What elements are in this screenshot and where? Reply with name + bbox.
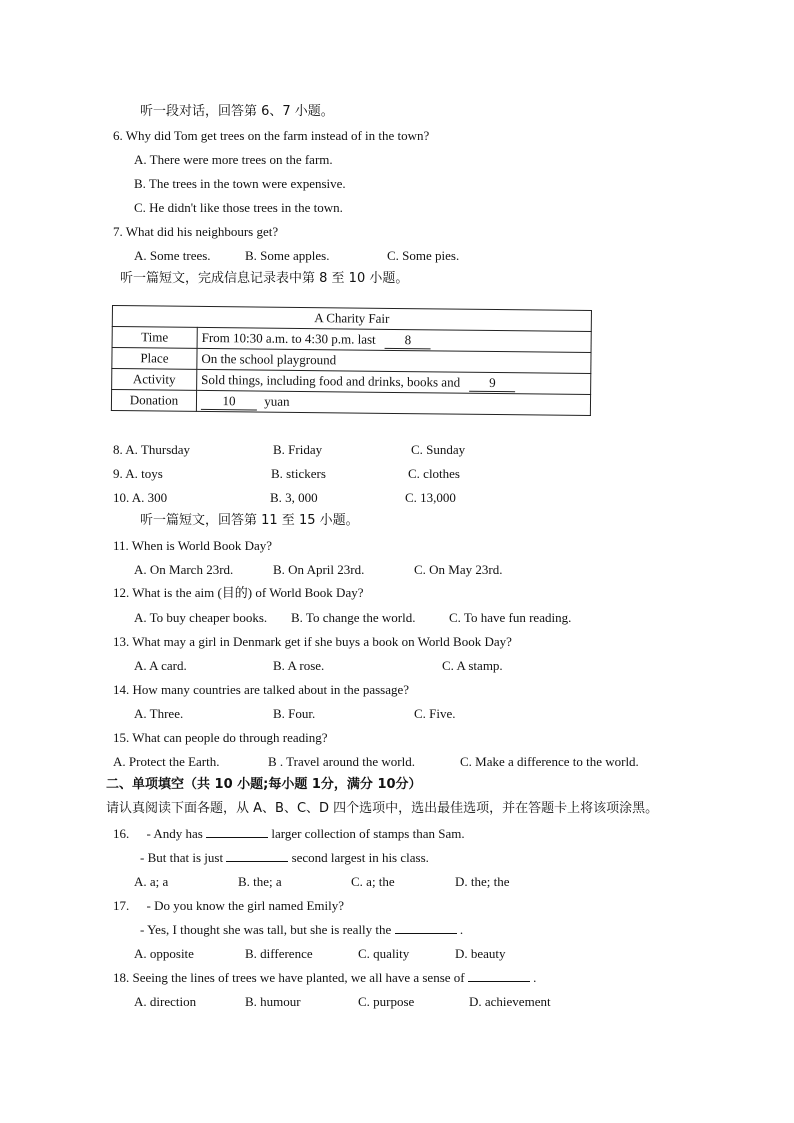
q16-option-d: D. the; the — [455, 874, 510, 889]
q6-option-b: B. The trees in the town were expensive. — [134, 176, 346, 191]
table-cell-text: yuan — [264, 393, 290, 409]
section-intro-6-7: 听一段对话，回答第 6、7 小题。 — [140, 104, 334, 119]
question-18 — [113, 970, 536, 986]
section-intro-11-15: 听一篇短文，回答第 11 至 15 小题。 — [140, 513, 359, 528]
question-text: - Andy has — [146, 826, 203, 841]
question-text: 18. Seeing the lines of trees we have planted, we all have a sense of — [113, 970, 465, 985]
q12-option-a: A. To buy cheaper books. — [134, 610, 268, 625]
q8-option-b: B. Friday — [273, 442, 323, 457]
question-text: - Yes, I thought she was tall, but she is really the — [140, 922, 392, 937]
q8-option-c: C. Sunday — [411, 442, 466, 457]
blank-10: 10 — [201, 392, 257, 410]
question-17-reply — [140, 922, 463, 938]
answer-blank — [468, 981, 530, 982]
q13-option-c: C. A stamp. — [442, 658, 503, 673]
q7-option-a: A. Some trees. — [134, 248, 211, 263]
section-2-heading: 二、单项填空（共 10 小题;每小题 1分，满分 10分） — [106, 777, 422, 792]
q17-option-d: D. beauty — [455, 946, 506, 961]
question-16 — [113, 826, 465, 842]
table-cell-text: From 10:30 a.m. to 4:30 p.m. last — [201, 329, 376, 347]
q16-option-a: A. a; a — [134, 874, 169, 889]
answer-blank — [395, 933, 457, 934]
table-cell-text: On the school playground — [197, 348, 591, 373]
table-cell — [196, 390, 590, 415]
table-label: Activity — [112, 369, 197, 391]
question-number: 17. — [113, 898, 130, 913]
q18-option-b: B. humour — [245, 994, 301, 1009]
q11-option-c: C. On May 23rd. — [414, 562, 503, 577]
table-cell-text: Sold things, including food and drinks, books and — [201, 371, 461, 390]
question-text: - Do you know the girl named Emily? — [146, 898, 344, 913]
q6-option-c: C. He didn't like those trees in the town. — [134, 200, 343, 215]
charity-fair-table — [111, 305, 592, 422]
question-7: 7. What did his neighbours get? — [113, 224, 279, 239]
q9-option-c: C. clothes — [408, 466, 460, 481]
table-title: A Charity Fair — [112, 306, 591, 332]
q18-option-c: C. purpose — [358, 994, 415, 1009]
q16-option-b: B. the; a — [238, 874, 282, 889]
q10-option-b: B. 3, 000 — [270, 490, 318, 505]
q7-option-c: C. Some pies. — [387, 248, 460, 263]
q6-option-a: A. There were more trees on the farm. — [134, 152, 333, 167]
question-text: second largest in his class. — [291, 850, 429, 865]
q13-option-b: B. A rose. — [273, 658, 325, 673]
question-17 — [113, 898, 344, 914]
section-intro-8-10: 听一篇短文，完成信息记录表中第 8 至 10 小题。 — [120, 271, 409, 286]
q12-option-c: C. To have fun reading. — [449, 610, 572, 625]
q18-option-d: D. achievement — [469, 994, 551, 1009]
q13-option-a: A. A card. — [134, 658, 187, 673]
blank-8: 8 — [385, 331, 431, 348]
question-text: - But that is just — [140, 850, 224, 865]
question-13: 13. What may a girl in Denmark get if she buys a book on World Book Day? — [113, 634, 512, 649]
table-label: Donation — [111, 390, 196, 412]
q8-option-a: 8. A. Thursday — [113, 442, 191, 457]
q14-option-a: A. Three. — [134, 706, 184, 721]
q17-option-a: A. opposite — [134, 946, 194, 961]
q16-option-c: C. a; the — [351, 874, 395, 889]
section-2-instruction: 请认真阅读下面各题，从 A、B、C、D 四个选项中，选出最佳选项，并在答题卡上将该项涂黑。 — [106, 801, 659, 816]
question-number: 16. — [113, 826, 130, 841]
question-text: larger collection of stamps than Sam. — [271, 826, 465, 841]
q9-option-a: 9. A. toys — [113, 466, 163, 481]
question-11: 11. When is World Book Day? — [113, 538, 273, 553]
q14-option-b: B. Four. — [273, 706, 316, 721]
q12-option-b: B. To change the world. — [291, 610, 416, 625]
answer-blank — [226, 861, 288, 862]
q10-option-c: C. 13,000 — [405, 490, 456, 505]
q15-option-a: A. Protect the Earth. — [113, 754, 220, 769]
question-text: . — [459, 922, 464, 937]
q9-option-b: B. stickers — [271, 466, 326, 481]
q15-option-c: C. Make a difference to the world. — [460, 754, 639, 769]
table-label: Place — [112, 348, 197, 370]
q10-option-a: 10. A. 300 — [113, 490, 168, 505]
q17-option-b: B. difference — [245, 946, 313, 961]
question-15: 15. What can people do through reading? — [113, 730, 328, 745]
question-16-reply — [140, 850, 429, 866]
q7-option-b: B. Some apples. — [245, 248, 330, 263]
q15-option-b: B . Travel around the world. — [268, 754, 415, 769]
q18-option-a: A. direction — [134, 994, 197, 1009]
q14-option-c: C. Five. — [414, 706, 456, 721]
question-14: 14. How many countries are talked about in the passage? — [113, 682, 410, 697]
question-6: 6. Why did Tom get trees on the farm instead of in the town? — [113, 128, 430, 143]
question-12: 12. What is the aim (目的) of World Book Day? — [113, 585, 364, 600]
q11-option-b: B. On April 23rd. — [273, 562, 365, 577]
question-text: . — [533, 970, 537, 985]
table-label: Time — [112, 327, 197, 349]
answer-blank — [206, 837, 268, 838]
q11-option-a: A. On March 23rd. — [134, 562, 234, 577]
q17-option-c: C. quality — [358, 946, 410, 961]
blank-9: 9 — [469, 374, 515, 391]
table-row — [111, 390, 590, 416]
